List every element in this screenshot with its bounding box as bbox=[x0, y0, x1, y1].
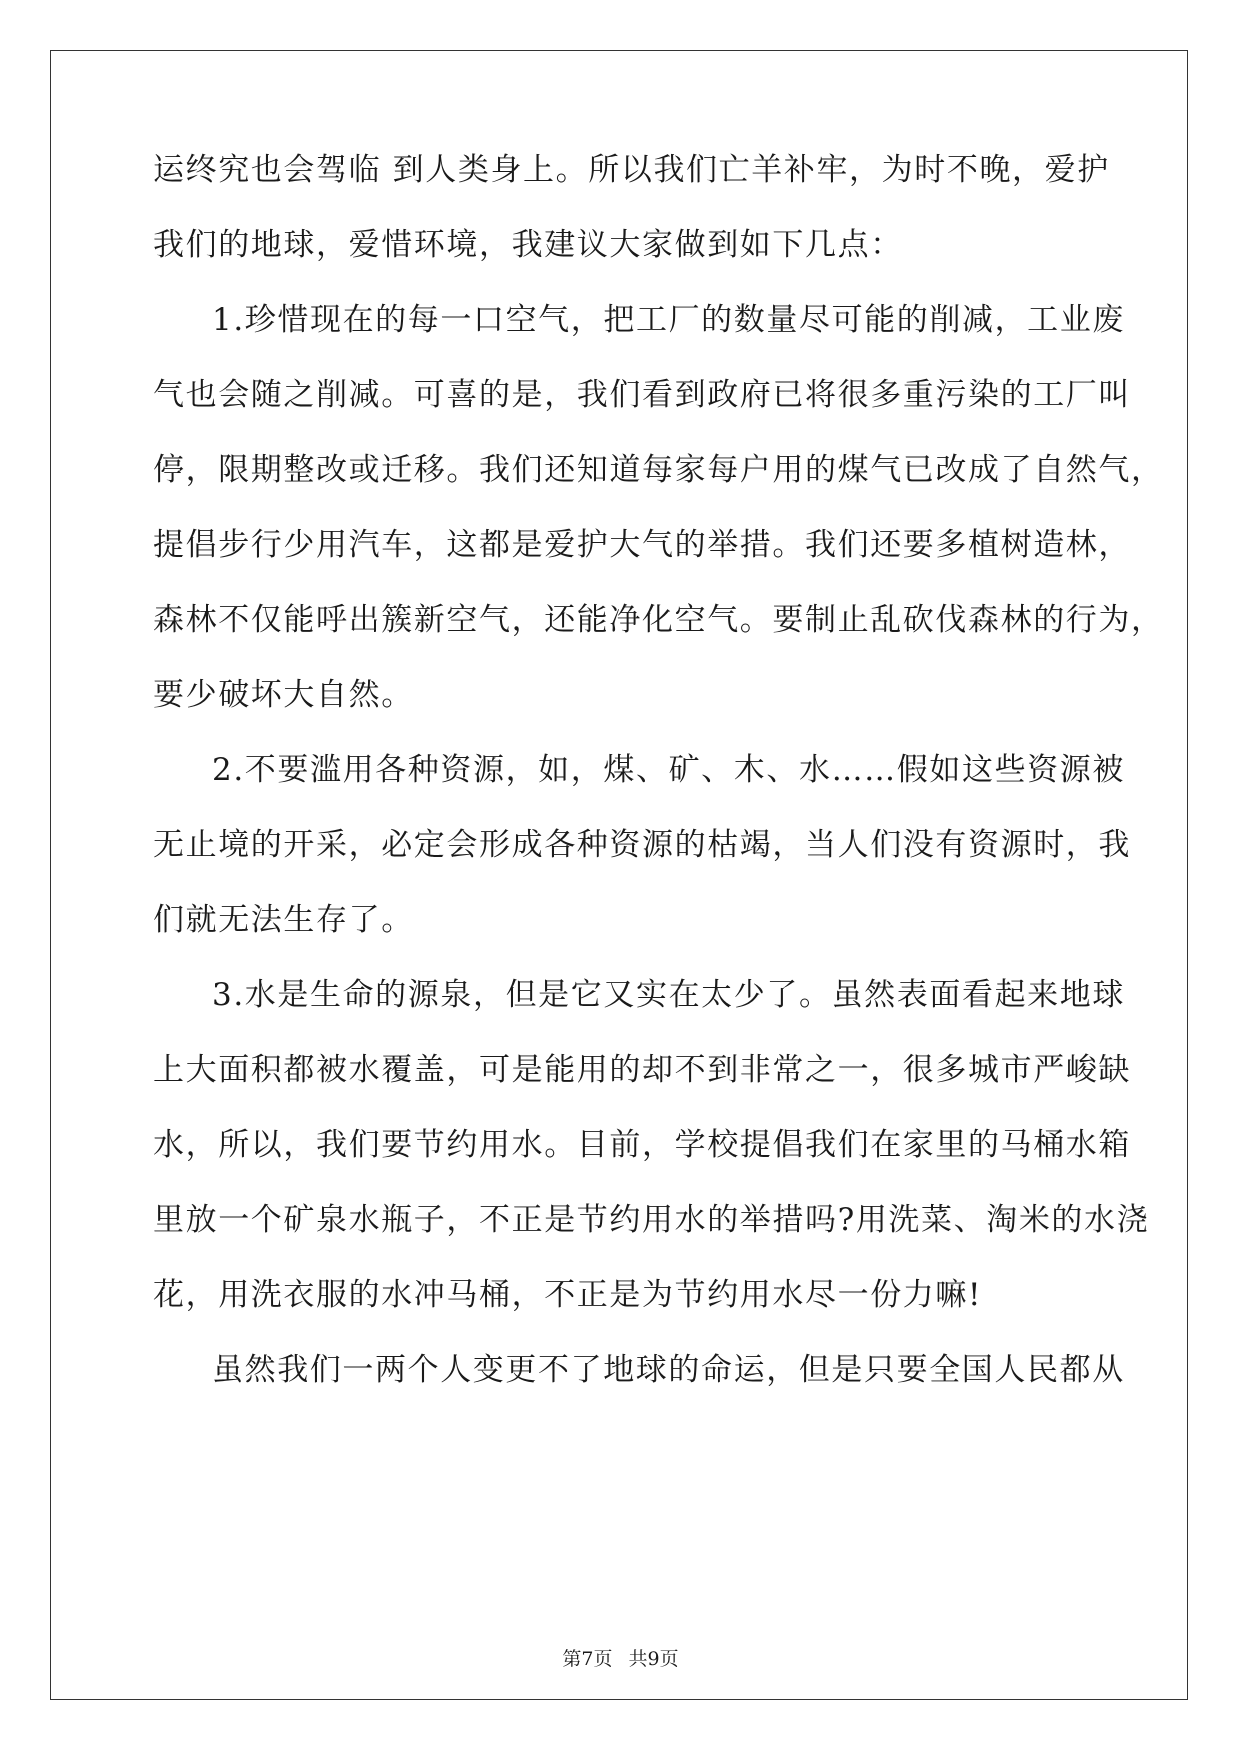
text-line: 运终究也会驾临 到人类身上。所以我们亡羊补牢，为时不晚，爱护 bbox=[153, 152, 1110, 188]
text-line: 们就无法生存了。 bbox=[153, 902, 414, 938]
text-line: 里放一个矿泉水瓶子，不正是节约用水的举措吗?用洗菜、淘米的水浇 bbox=[153, 1202, 1150, 1238]
text-line: 停，限期整改或迁移。我们还知道每家每户用的煤气已改成了自然气， bbox=[153, 452, 1164, 488]
page-border bbox=[50, 50, 1188, 1700]
text-line: 1.珍惜现在的每一口空气，把工厂的数量尽可能的削减，工业废 bbox=[212, 302, 1125, 338]
text-line: 森林不仅能呼出簇新空气，还能净化空气。要制止乱砍伐森林的行为， bbox=[153, 602, 1164, 638]
text-line: 要少破坏大自然。 bbox=[153, 677, 414, 713]
text-line: 水，所以，我们要节约用水。目前，学校提倡我们在家里的马桶水箱 bbox=[153, 1127, 1131, 1163]
page-footer bbox=[0, 1647, 1241, 1671]
text-line: 无止境的开采，必定会形成各种资源的枯竭，当人们没有资源时，我 bbox=[153, 827, 1131, 863]
text-line: 气也会随之削减。可喜的是，我们看到政府已将很多重污染的工厂叫 bbox=[153, 377, 1131, 413]
text-line: 2.不要滥用各种资源，如，煤、矿、木、水……假如这些资源被 bbox=[212, 752, 1125, 788]
text-line: 虽然我们一两个人变更不了地球的命运，但是只要全国人民都从 bbox=[212, 1352, 1125, 1388]
text-line: 上大面积都被水覆盖，可是能用的却不到非常之一，很多城市严峻缺 bbox=[153, 1052, 1131, 1088]
text-line: 花，用洗衣服的水冲马桶，不正是为节约用水尽一份力嘛! bbox=[153, 1277, 983, 1313]
current-page-label: 第7页 bbox=[562, 1648, 613, 1670]
text-line: 提倡步行少用汽车，这都是爱护大气的举措。我们还要多植树造林， bbox=[153, 527, 1131, 563]
total-pages-label: 共9页 bbox=[628, 1648, 679, 1670]
text-line: 我们的地球，爱惜环境，我建议大家做到如下几点： bbox=[153, 227, 903, 263]
text-line: 3.水是生命的源泉，但是它又实在太少了。虽然表面看起来地球 bbox=[212, 977, 1125, 1013]
